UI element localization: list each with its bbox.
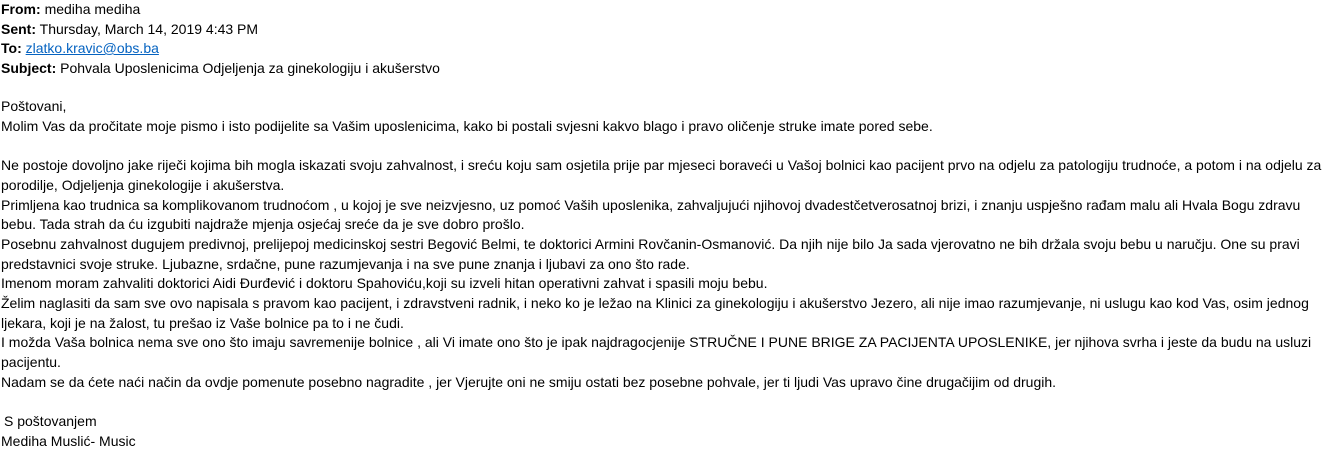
from-line [1, 0, 1323, 20]
sent-label: Sent: [1, 20, 36, 37]
email-body [1, 97, 1323, 452]
subject-line [1, 59, 1323, 79]
signature: Mediha Muslić- Music [1, 432, 136, 449]
body-paragraph: Imenom moram zahvaliti doktorici Aidi Đurđević i doktoru Spahoviću,koji su izveli hitan operativni zahvat i spasili moju bebu. [1, 275, 768, 292]
from-label: From: [1, 1, 41, 17]
to-line [1, 39, 1323, 59]
to-email-link[interactable]: zlatko.kravic@obs.ba [25, 40, 159, 56]
body-paragraph: Ne postoje dovoljno jake riječi kojima bih mogla iskazati svoju zahvalnost, i sreću koju sam osjetila prije par mjeseci boraveći u Vašoj bolnici kao pacijent prvo na odjelu za patologiju trudnoće, a potom i na odjelu za porodilje, Odjeljenja ginekologije i akušerstva. [1, 157, 1322, 193]
from-value: mediha mediha [44, 1, 141, 17]
spacer [1, 393, 1323, 413]
body-paragraph: Nadam se da ćete naći način da ovdje pomenute posebno nagradite , jer Vjerujte oni ne smiju ostati bez posebne pohvale, jer ti ljudi Vas upravo čine drugačijim od drugih. [1, 373, 1057, 390]
body-paragraph: Primljena kao trudnica sa komplikovanom trudnoćom , u kojoj je sve neizvjesno, uz pomoć Vaših uposlenika, zahvaljujući njihovoj dvadestčetverosatnoj brizi, i znanju uspješno rađam malu ali Hvala Bogu zdravu bebu. Tada strah da ću izgubiti najdraže mjenja osjećaj sreće da je sve dobro prošlo. [1, 196, 1301, 233]
to-label: To: [1, 40, 22, 56]
greeting: Poštovani, [1, 98, 67, 114]
body-paragraph: Posebnu zahvalnost dugujem predivnoj, prelijepoj medicinskoj sestri Begović Belmi, te doktorici Armini Rovčanin-Osmanović. Da njih nije bilo Ja sada vjerovatno ne bih držala svoju bebu u naručju. One su pravi predstavnici svoje struke. Ljubazne, srdačne, pune razumjevanja i na sve pune znanja i ljubavi za ono što rade. [1, 235, 1300, 272]
body-paragraph: I možda Vaša bolnica nema sve ono što imaju savremenije bolnice , ali Vi imate ono što je ipak najdragocjenije STRUČNE I PUNE BRIGE ZA PACIJENTA UPOSLENIKE, jer njihova svrha i jeste da budu na usluzi pacijentu. [1, 334, 1312, 371]
subject-value: Pohvala Uposlenicima Odjeljenja za ginekologiju i akušerstvo [60, 59, 440, 76]
intro-paragraph: Molim Vas da pročitate moje pismo i isto podijelite sa Vašim uposlenicima, kako bi postali svjesni kakvo blago i pravo oličenje struke imate pored sebe. [1, 117, 933, 134]
sent-line [1, 20, 1323, 40]
sent-value: Thursday, March 14, 2019 4:43 PM [39, 20, 259, 37]
body-paragraph: Želim naglasiti da sam sve ovo napisala s pravom kao pacijent, i zdravstveni radnik, i neko ko je ležao na Klinici za ginekologiju i akušerstvo Jezero, ali nije imao razumjevanje, ni uslugu kao kod Vas, osim jednog ljekara, koji je na žalost, tu prešao iz Vaše bolnice pa to i ne čudi. [1, 295, 1309, 331]
subject-label: Subject: [1, 59, 57, 76]
spacer [1, 136, 1323, 156]
closing: S poštovanjem [4, 413, 97, 430]
